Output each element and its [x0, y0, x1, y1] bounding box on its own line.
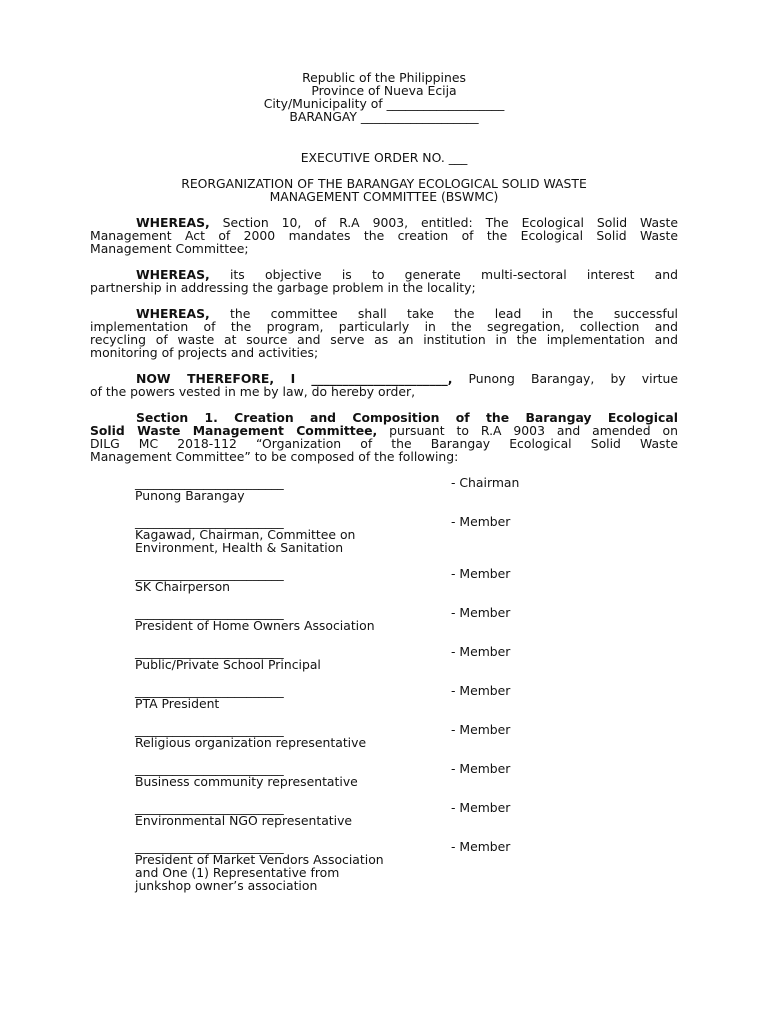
title-line-1: REORGANIZATION OF THE BARANGAY ECOLOGICAL SOLID WASTE: [181, 176, 587, 191]
member-label-line: SK Chairperson: [135, 579, 231, 594]
section-1-line-3: DILG MC 2018-112 “Organization of the Barangay Ecological Solid Waste: [90, 436, 678, 451]
member-label: [135, 489, 695, 502]
member-label-line: PTA President: [135, 696, 220, 711]
member-label: [135, 658, 695, 671]
signature-blank: ________________________: [135, 566, 284, 581]
whereas-keyword: WHEREAS,: [136, 267, 210, 282]
member-role: - Member: [451, 566, 511, 581]
member-label-line: Environmental NGO representative: [135, 813, 353, 828]
member-entry: [135, 684, 695, 710]
whereas2-line-1: its objective is to generate multi-sectoral interest and: [209, 267, 678, 282]
section-1-paragraph: [90, 411, 678, 463]
member-role: - Member: [451, 722, 511, 737]
member-label-line: President of Home Owners Association: [135, 618, 375, 633]
section-1-heading: Section 1. Creation and Composition of the Barangay Ecological: [136, 410, 678, 425]
document-title: [0, 177, 768, 203]
signature-blank: ________________________: [135, 644, 284, 659]
whereas3-line-2: implementation of the program, particularly in the segregation, collection and: [90, 319, 678, 334]
header-province: Province of Nueva Ecija: [311, 83, 457, 98]
member-label-line: Religious organization representative: [135, 735, 367, 750]
member-entry: [135, 567, 695, 593]
section-1-line-4: Management Committee” to be composed of the following:: [90, 449, 459, 464]
member-label-line: Environment, Health & Sanitation: [135, 540, 344, 555]
signature-blank: ________________________: [135, 722, 284, 737]
member-role: - Member: [451, 800, 511, 815]
section-1-line-2-rest: pursuant to R.A 9003 and amended on: [377, 423, 678, 438]
executive-order-number: EXECUTIVE ORDER NO. ___: [300, 150, 468, 165]
header-city: City/Municipality of ___________________: [263, 96, 505, 111]
signature-blank: ________________________: [135, 683, 284, 698]
member-role: - Chairman: [451, 475, 520, 490]
member-role: - Member: [451, 605, 511, 620]
member-role: - Member: [451, 839, 511, 854]
header-barangay: BARANGAY ___________________: [289, 109, 479, 124]
whereas-paragraph-3: [90, 307, 678, 359]
member-label: [135, 736, 695, 749]
member-entry: [135, 645, 695, 671]
member-role: - Member: [451, 514, 511, 529]
member-entry: [135, 840, 695, 892]
whereas-keyword: WHEREAS,: [136, 215, 210, 230]
member-role: - Member: [451, 761, 511, 776]
whereas-paragraph-1: [90, 216, 678, 255]
signature-blank: ________________________: [135, 800, 284, 815]
member-entry: [135, 801, 695, 827]
member-entry: [135, 476, 695, 502]
section-1-heading-cont: Solid Waste Management Committee,: [90, 423, 378, 438]
member-label-line: and One (1) Representative from: [135, 865, 340, 880]
title-line-2: MANAGEMENT COMMITTEE (BSWMC): [269, 189, 499, 204]
signature-blank: ________________________: [135, 761, 284, 776]
member-role: - Member: [451, 644, 511, 659]
member-label: [135, 528, 695, 554]
member-label: [135, 619, 695, 632]
whereas2-line-2: partnership in addressing the garbage problem in the locality;: [90, 280, 476, 295]
document-header: [0, 71, 768, 123]
member-label: [135, 814, 695, 827]
member-entry: [135, 515, 695, 554]
member-entry: [135, 762, 695, 788]
whereas1-line-2: Management Act of 2000 mandates the creation of the Ecological Solid Waste: [90, 228, 678, 243]
header-republic: Republic of the Philippines: [302, 70, 466, 85]
whereas3-line-4: monitoring of projects and activities;: [90, 345, 319, 360]
member-label-line: junkshop owner’s association: [135, 878, 318, 893]
whereas-keyword: WHEREAS,: [136, 306, 210, 321]
member-label-line: Kagawad, Chairman, Committee on: [135, 527, 356, 542]
punong-barangay-name-blank: ______________________,: [311, 371, 453, 386]
now-therefore-paragraph: [90, 372, 678, 398]
now-line-2: of the powers vested in me by law, do hereby order,: [90, 384, 416, 399]
signature-blank: ________________________: [135, 605, 284, 620]
member-label: [135, 853, 695, 892]
whereas3-line-3: recycling of waste at source and serve as an institution in the implementation and: [90, 332, 678, 347]
member-label: [135, 775, 695, 788]
whereas3-line-1: the committee shall take the lead in the successful: [209, 306, 678, 321]
signature-blank: ________________________: [135, 514, 284, 529]
now-line-1-rest: Punong Barangay, by virtue: [452, 371, 679, 386]
member-entry: [135, 723, 695, 749]
member-label-line: President of Market Vendors Association: [135, 852, 384, 867]
member-label: [135, 697, 695, 710]
whereas1-line-3: Management Committee;: [90, 241, 249, 256]
signature-blank: ________________________: [135, 475, 284, 490]
member-label: [135, 580, 695, 593]
member-entry: [135, 606, 695, 632]
signature-blank: ________________________: [135, 839, 284, 854]
member-label-line: Business community representative: [135, 774, 358, 789]
member-label-line: Punong Barangay: [135, 488, 245, 503]
whereas-paragraph-2: [90, 268, 678, 294]
member-role: - Member: [451, 683, 511, 698]
whereas1-line-1: Section 10, of R.A 9003, entitled: The Ecological Solid Waste: [209, 215, 678, 230]
member-label-line: Public/Private School Principal: [135, 657, 321, 672]
now-therefore-keyword: NOW THEREFORE, I: [136, 371, 296, 386]
